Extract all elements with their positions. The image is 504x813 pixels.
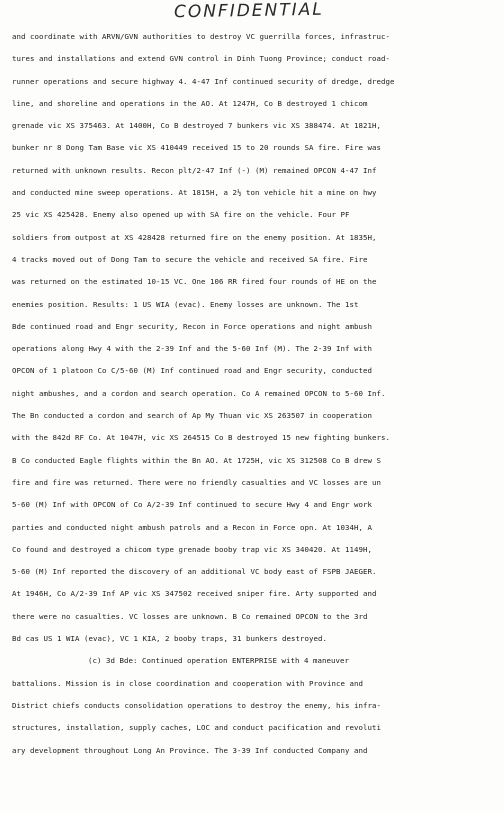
text-line: OPCON of 1 platoon Co C/5-60 (M) Inf continued road and Engr security, conducted	[12, 366, 372, 376]
text-line: with the 842d RF Co. At 1047H, vic XS 264515 Co B destroyed 15 new fighting bunkers.	[12, 433, 390, 443]
text-line: Co found and destroyed a chicom type grenade booby trap vic XS 340420. At 1149H,	[12, 544, 372, 554]
text-line: tures and installations and extend GVN control in Dinh Tuong Province; conduct road-	[12, 54, 390, 64]
text-line: operations along Hwy 4 with the 2-39 Inf and the 5-60 Inf (M). The 2-39 Inf with	[12, 344, 372, 354]
text-line: The Bn conducted a cordon and search of Ap My Thuan vic XS 263507 in cooperation	[12, 411, 372, 421]
text-line: B Co conducted Eagle flights within the Bn AO. At 1725H, vic XS 312508 Co B drew S	[12, 455, 381, 465]
text-line: battalions. Mission is in close coordination and cooperation with Province and	[12, 678, 363, 688]
text-line: was returned on the estimated 10-15 VC. One 106 RR fired four rounds of HE on the	[12, 277, 377, 287]
classification-stamp: CONFIDENTIAL	[173, 0, 324, 23]
text-line: and coordinate with ARVN/GVN authorities to destroy VC guerrilla forces, infrastruc-	[12, 32, 390, 41]
text-line: night ambushes, and a cordon and search operation. Co A remained OPCON to 5-60 Inf.	[12, 388, 386, 398]
document-body	[12, 26, 498, 762]
text-line: parties and conducted night ambush patrols and a Recon in Force opn. At 1034H, A	[12, 522, 372, 532]
section-heading-line: (c) 3d Bde: Continued operation ENTERPRISE with 4 maneuver	[88, 656, 349, 666]
text-line: returned with unknown results. Recon plt/2-47 Inf (-) (M) remained OPCON 4-47 Inf	[12, 165, 377, 175]
text-line: At 1946H, Co A/2-39 Inf AP vic XS 347502 received sniper fire. Arty supported and	[12, 589, 377, 599]
text-line: ary development throughout Long An Province. The 3-39 Inf conducted Company and	[12, 745, 368, 755]
text-line: line, and shoreline and operations in the AO. At 1247H, Co B destroyed 1 chicom	[12, 98, 368, 108]
text-line: 5-60 (M) Inf with OPCON of Co A/2-39 Inf continued to secure Hwy 4 and Engr work	[12, 500, 372, 510]
text-line: 5-60 (M) Inf reported the discovery of an additional VC body east of FSPB JAEGER.	[12, 567, 377, 577]
text-line: and conducted mine sweep operations. At 1815H, a 2½ ton vehicle hit a mine on hwy	[12, 188, 377, 198]
text-line: bunker nr 8 Dong Tam Base vic XS 410449 received 15 to 20 rounds SA fire. Fire was	[12, 143, 381, 153]
text-line: grenade vic XS 375463. At 1400H, Co B destroyed 7 bunkers vic XS 388474. At 1821H,	[12, 121, 381, 131]
text-line: runner operations and secure highway 4. 4-47 Inf continued security of dredge, dredge	[12, 76, 395, 86]
text-line: there were no casualties. VC losses are unknown. B Co remained OPCON to the 3rd	[12, 611, 368, 621]
text-line: Bd cas US 1 WIA (evac), VC 1 KIA, 2 booby traps, 31 bunkers destroyed.	[12, 634, 327, 644]
text-line: soldiers from outpost at XS 428428 returned fire on the enemy position. At 1835H,	[12, 232, 377, 242]
text-line: District chiefs conducts consolidation operations to destroy the enemy, his infra-	[12, 700, 381, 710]
text-line: enemies position. Results: 1 US WIA (evac). Enemy losses are unknown. The 1st	[12, 299, 359, 309]
text-line: Bde continued road and Engr security, Recon in Force operations and night ambush	[12, 321, 372, 331]
text-line: 4 tracks moved out of Dong Tam to secure the vehicle and received SA fire. Fire	[12, 254, 368, 264]
text-line: fire and fire was returned. There were no friendly casualties and VC losses are un	[12, 477, 381, 487]
text-line: 25 vic XS 425428. Enemy also opened up with SA fire on the vehicle. Four PF	[12, 210, 350, 220]
text-line: structures, installation, supply caches, LOC and conduct pacification and revoluti	[12, 723, 381, 733]
